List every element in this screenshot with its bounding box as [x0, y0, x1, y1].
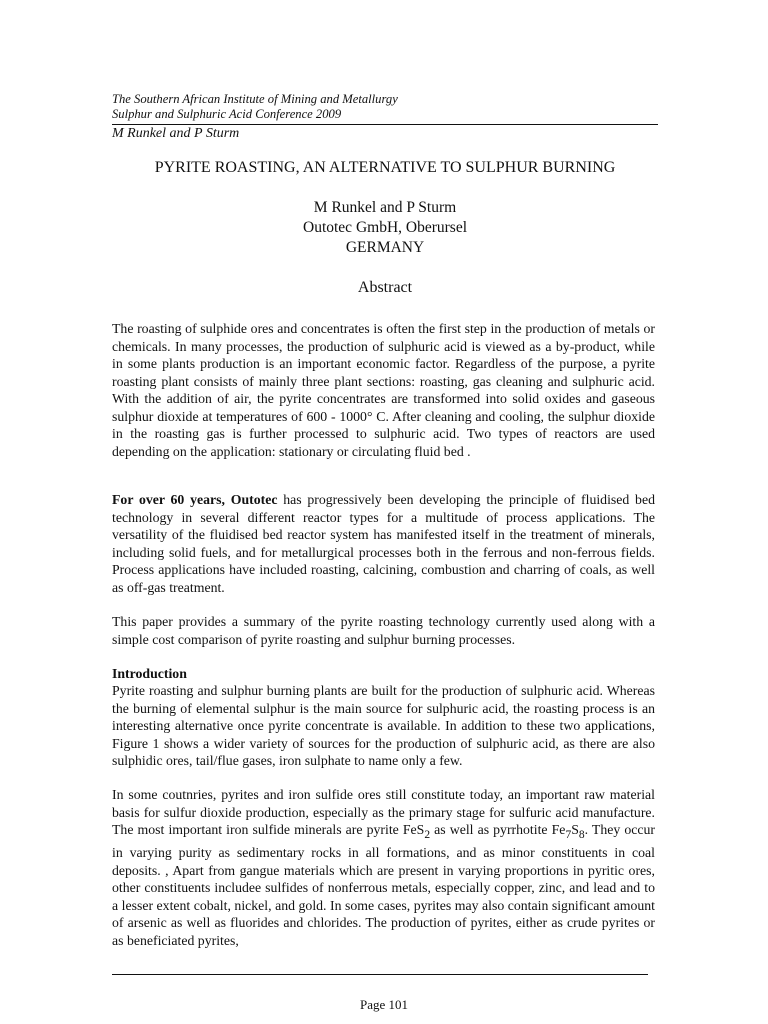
header-rule	[112, 124, 658, 125]
intro-p2-part-c: S	[571, 822, 579, 837]
intro-p2-part-d: . They occur in varying purity as sedimentary rocks in all formations, and as minor constituents in coal deposits. , Apart from gangue materials which are present in varying proportions in pyritic ores, other constituents includee sulfides of nonferrous metals, especially copper, zinc, and lead and to a lesser extent cobalt, nickel, and gold. In some cases, pyrites may also contain significant amount of arsenic as well as fluorides and chlorides. The production of pyrites, either as crude pyrites or as beneficiated pyrites,	[112, 822, 655, 948]
intro-p2-part-b: as well as pyrrhotite Fe	[430, 822, 566, 837]
intro-p2-part-a: In some coutnries, pyrites and iron sulfide ores still constitute today, an important raw material basis for sulfur dioxide production, especially as the primary stage for sulfuric acid manufacture. The most important iron sulfide minerals are pyrite FeS	[112, 787, 655, 837]
author-country: GERMANY	[345, 239, 425, 256]
running-header	[112, 92, 658, 142]
header-institute: The Southern African Institute of Mining and Metallurgy	[112, 92, 398, 106]
author-affiliation: Outotec GmbH, Oberursel	[303, 219, 467, 236]
author-block	[112, 198, 658, 258]
abstract-paragraph-2	[112, 491, 655, 596]
intro-p2-sub-1: 2	[424, 828, 431, 841]
introduction-heading: Introduction	[112, 666, 187, 681]
abstract-paragraph-2-lead: For over 60 years, Outotec	[112, 492, 278, 507]
intro-p2-sub-2: 7	[565, 828, 572, 841]
abstract-paragraph-2-body: has progressively been developing the principle of fluidised bed technology in several different reactor types for a multitude of process applications. The versatility of the fluidised bed reactor system has manifested itself in the treatment of minerals, including solid fuels, and for metallurgical processes both in the ferrous and non-ferrous fields. Process applications have included roasting, calcining, combustion and charring of coals, as well as off-gas treatment.	[112, 492, 655, 595]
introduction-paragraph-1: Pyrite roasting and sulphur burning plants are built for the production of sulphuric acid. Whereas the burning of elemental sulphur is the main source for sulphuric acid, the roasting process is an interesting alternative once pyrite concentrate is available. In addition to these two applications, Figure 1 shows a wider variety of sources for the production of sulphuric acid, as there are also sulphidic ores, tail/flue gases, iron sulphate to name only a few.	[112, 683, 655, 768]
author-names: M Runkel and P Sturm	[313, 199, 457, 216]
abstract-paragraph-1: The roasting of sulphide ores and concentrates is often the first step in the production of metals or chemicals. In many processes, the production of sulphuric acid is viewed as a by-product, while in some plants production is an important economic factor. Regardless of the purpose, a pyrite roasting plant consists of mainly three plant sections: roasting, gas cleaning and sulphuric acid. With the addition of air, the pyrite concentrates are transformed into solid oxides and gaseous sulphur dioxide at temperatures of 600 - 1000° C. After cleaning and cooling, the sulphur dioxide in the roasting gas is further processed to sulphuric acid. Two types of reactors are used depending on the application: stationary or circulating fluid bed .	[112, 321, 655, 459]
abstract-paragraph-3: This paper provides a summary of the pyrite roasting technology currently used along with a simple cost comparison of pyrite roasting and sulphur burning processes.	[112, 614, 655, 647]
header-conference: Sulphur and Sulphuric Acid Conference 2009	[112, 107, 342, 121]
page-number: Page 101	[359, 997, 409, 1012]
footer-rule	[112, 974, 648, 975]
abstract-heading: Abstract	[357, 279, 413, 296]
intro-p2-sub-3: 8	[578, 828, 585, 841]
paper-title: PYRITE ROASTING, AN ALTERNATIVE TO SULPHUR BURNING	[154, 159, 616, 176]
introduction-paragraph-2	[112, 786, 655, 949]
header-authors: M Runkel and P Sturm	[112, 126, 240, 141]
